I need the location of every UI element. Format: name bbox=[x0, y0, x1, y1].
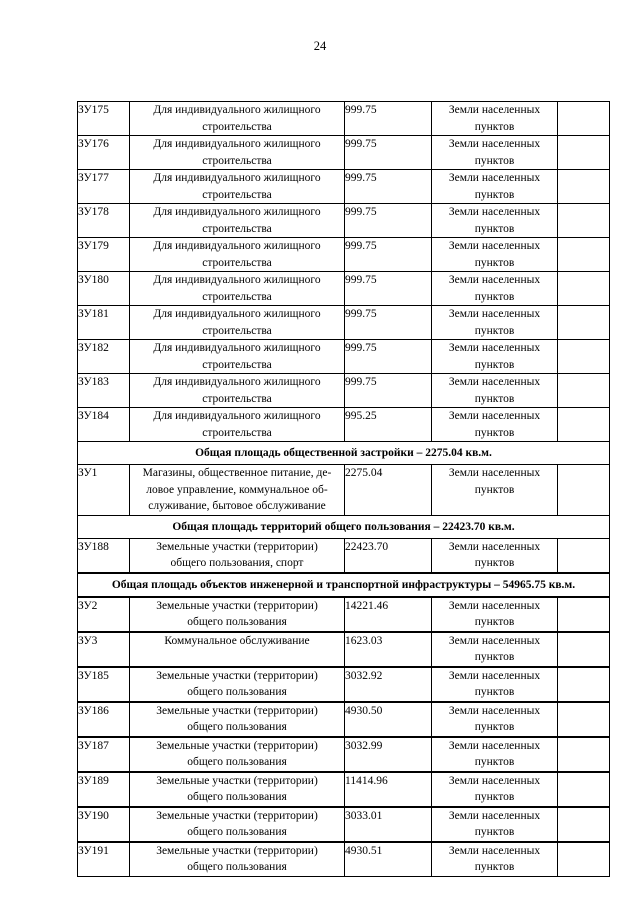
land-category-line: Земли населенных bbox=[448, 274, 541, 286]
land-category-line: Земли населенных bbox=[448, 540, 541, 553]
permitted-use-line: Для индивидуального жилищного bbox=[153, 376, 321, 388]
permitted-use-cell bbox=[130, 465, 345, 516]
permitted-use-cell bbox=[130, 667, 345, 702]
permitted-use-cell bbox=[130, 538, 345, 573]
permitted-use-line: ловое управление, коммунальное об- bbox=[146, 483, 328, 496]
permitted-use-cell bbox=[130, 306, 345, 340]
land-category-line: пунктов bbox=[474, 120, 515, 133]
land-category-cell bbox=[432, 597, 558, 632]
empty-cell bbox=[558, 136, 610, 170]
land-category-line: пунктов bbox=[474, 686, 515, 698]
empty-cell bbox=[558, 306, 610, 340]
section-total-row bbox=[78, 573, 610, 597]
permitted-use-cell bbox=[130, 238, 345, 272]
table-body bbox=[78, 102, 610, 877]
land-category-line: Земли населенных bbox=[448, 704, 541, 717]
land-category-cell bbox=[432, 772, 558, 807]
area-cell: 999.75 bbox=[345, 238, 432, 272]
area-cell: 995.25 bbox=[345, 408, 432, 442]
table-row bbox=[78, 374, 610, 408]
land-category-line: пунктов bbox=[474, 222, 515, 235]
empty-cell bbox=[558, 102, 610, 136]
area-cell: 999.75 bbox=[345, 340, 432, 374]
land-category-line: Земли населенных bbox=[448, 774, 541, 787]
empty-cell bbox=[558, 772, 610, 807]
plot-id-cell: ЗУ186 bbox=[78, 702, 130, 737]
land-category-line: пунктов bbox=[474, 188, 515, 201]
permitted-use-line: общего пользования bbox=[187, 616, 287, 628]
table-row bbox=[78, 597, 610, 632]
table-row bbox=[78, 842, 610, 877]
permitted-use-line: Для индивидуального жилищного bbox=[153, 308, 321, 320]
land-category-line: Земли населенных bbox=[448, 599, 541, 612]
permitted-use-cell bbox=[130, 136, 345, 170]
permitted-use-cell bbox=[130, 737, 345, 772]
permitted-use-line: Коммунальное обслуживание bbox=[164, 634, 310, 647]
permitted-use-line: Земельные участки (территории) bbox=[156, 739, 318, 752]
area-cell: 4930.51 bbox=[345, 842, 432, 877]
plot-id-cell: ЗУ176 bbox=[78, 136, 130, 170]
permitted-use-line: Земельные участки (территории) bbox=[156, 704, 318, 717]
land-category-cell bbox=[432, 374, 558, 408]
permitted-use-line: Для индивидуального жилищного bbox=[153, 206, 321, 218]
land-category-line: пунктов bbox=[474, 826, 515, 838]
area-cell: 14221.46 bbox=[345, 597, 432, 632]
land-category-line: пунктов bbox=[474, 426, 515, 439]
area-cell: 999.75 bbox=[345, 102, 432, 136]
empty-cell bbox=[558, 807, 610, 842]
empty-cell bbox=[558, 408, 610, 442]
permitted-use-line: общего пользования bbox=[187, 721, 287, 733]
land-category-cell bbox=[432, 170, 558, 204]
land-category-cell bbox=[432, 632, 558, 667]
permitted-use-cell bbox=[130, 272, 345, 306]
area-cell: 2275.04 bbox=[345, 465, 432, 516]
plot-id-cell: ЗУ178 bbox=[78, 204, 130, 238]
table-row bbox=[78, 807, 610, 842]
plot-id-cell: ЗУ191 bbox=[78, 842, 130, 877]
permitted-use-line: Земельные участки (территории) bbox=[156, 540, 318, 553]
area-cell: 999.75 bbox=[345, 272, 432, 306]
land-category-cell bbox=[432, 204, 558, 238]
permitted-use-cell bbox=[130, 374, 345, 408]
permitted-use-line: общего пользования bbox=[187, 686, 287, 698]
land-category-line: пунктов bbox=[474, 256, 515, 269]
permitted-use-cell bbox=[130, 597, 345, 632]
land-category-line: Земли населенных bbox=[448, 206, 541, 218]
area-cell: 999.75 bbox=[345, 136, 432, 170]
land-category-line: пунктов bbox=[474, 392, 515, 405]
permitted-use-line: Для индивидуального жилищного bbox=[153, 274, 321, 286]
area-cell: 11414.96 bbox=[345, 772, 432, 807]
empty-cell bbox=[558, 272, 610, 306]
land-category-line: пунктов bbox=[474, 791, 515, 803]
permitted-use-line: общего пользования bbox=[187, 756, 287, 768]
table-row bbox=[78, 136, 610, 170]
area-cell: 3033.01 bbox=[345, 807, 432, 842]
permitted-use-line: строительства bbox=[202, 426, 272, 439]
plot-id-cell: ЗУ181 bbox=[78, 306, 130, 340]
land-category-line: пунктов bbox=[474, 324, 515, 337]
table-row bbox=[78, 538, 610, 573]
land-category-line: пунктов bbox=[474, 756, 515, 768]
empty-cell bbox=[558, 238, 610, 272]
permitted-use-line: Земельные участки (территории) bbox=[156, 599, 318, 612]
permitted-use-line: строительства bbox=[202, 358, 272, 371]
permitted-use-line: общего пользования bbox=[187, 791, 287, 803]
permitted-use-line: Для индивидуального жилищного bbox=[153, 138, 321, 150]
permitted-use-cell bbox=[130, 102, 345, 136]
table-row bbox=[78, 272, 610, 306]
permitted-use-line: строительства bbox=[202, 256, 272, 269]
land-plots-table bbox=[77, 101, 610, 877]
land-category-cell bbox=[432, 306, 558, 340]
land-category-line: Земли населенных bbox=[448, 739, 541, 752]
permitted-use-line: Для индивидуального жилищного bbox=[153, 172, 321, 184]
land-category-cell bbox=[432, 238, 558, 272]
land-category-line: Земли населенных bbox=[448, 342, 541, 354]
section-total-text: Общая площадь территорий общего пользования – 22423.70 кв.м. bbox=[78, 515, 610, 538]
land-category-cell bbox=[432, 102, 558, 136]
plot-id-cell: ЗУ1 bbox=[78, 465, 130, 516]
permitted-use-line: строительства bbox=[202, 324, 272, 337]
area-cell: 999.75 bbox=[345, 204, 432, 238]
land-category-line: Земли населенных bbox=[448, 634, 541, 647]
plot-id-cell: ЗУ177 bbox=[78, 170, 130, 204]
permitted-use-cell bbox=[130, 340, 345, 374]
land-category-line: Земли населенных bbox=[448, 809, 541, 822]
plot-id-cell: ЗУ180 bbox=[78, 272, 130, 306]
permitted-use-line: служивание, бытовое обслуживание bbox=[148, 500, 326, 512]
land-category-line: Земли населенных bbox=[448, 410, 541, 422]
empty-cell bbox=[558, 737, 610, 772]
table-row bbox=[78, 408, 610, 442]
permitted-use-line: общего пользования bbox=[187, 861, 287, 873]
table-row bbox=[78, 340, 610, 374]
plot-id-cell: ЗУ2 bbox=[78, 597, 130, 632]
land-category-cell bbox=[432, 272, 558, 306]
permitted-use-line: Для индивидуального жилищного bbox=[153, 342, 321, 354]
land-category-line: пунктов bbox=[474, 861, 515, 873]
table-row bbox=[78, 772, 610, 807]
land-category-cell bbox=[432, 538, 558, 573]
area-cell: 4930.50 bbox=[345, 702, 432, 737]
table-row bbox=[78, 306, 610, 340]
empty-cell bbox=[558, 842, 610, 877]
plot-id-cell: ЗУ187 bbox=[78, 737, 130, 772]
table-row bbox=[78, 702, 610, 737]
section-total-row bbox=[78, 515, 610, 538]
plot-id-cell: ЗУ3 bbox=[78, 632, 130, 667]
permitted-use-cell bbox=[130, 842, 345, 877]
plot-id-cell: ЗУ182 bbox=[78, 340, 130, 374]
table-row bbox=[78, 667, 610, 702]
permitted-use-line: строительства bbox=[202, 120, 272, 133]
permitted-use-line: строительства bbox=[202, 188, 272, 201]
plot-id-cell: ЗУ188 bbox=[78, 538, 130, 573]
permitted-use-line: строительства bbox=[202, 392, 272, 405]
area-cell: 1623.03 bbox=[345, 632, 432, 667]
area-cell: 999.75 bbox=[345, 374, 432, 408]
land-category-line: пунктов bbox=[474, 358, 515, 371]
table-row bbox=[78, 170, 610, 204]
empty-cell bbox=[558, 667, 610, 702]
land-category-line: Земли населенных bbox=[448, 376, 541, 388]
permitted-use-line: Магазины, общественное питание, де- bbox=[142, 467, 332, 479]
empty-cell bbox=[558, 374, 610, 408]
table-row bbox=[78, 465, 610, 516]
empty-cell bbox=[558, 170, 610, 204]
permitted-use-line: строительства bbox=[202, 154, 272, 167]
land-category-cell bbox=[432, 408, 558, 442]
land-category-line: пунктов bbox=[474, 557, 515, 569]
empty-cell bbox=[558, 204, 610, 238]
section-total-text: Общая площадь общественной застройки – 2275.04 кв.м. bbox=[78, 442, 610, 465]
permitted-use-cell bbox=[130, 772, 345, 807]
empty-cell bbox=[558, 538, 610, 573]
land-category-line: пунктов bbox=[474, 721, 515, 733]
permitted-use-line: Земельные участки (территории) bbox=[156, 669, 318, 682]
land-category-line: Земли населенных bbox=[448, 669, 541, 682]
area-cell: 22423.70 bbox=[345, 538, 432, 573]
page-number: 24 bbox=[313, 39, 327, 53]
table-row bbox=[78, 632, 610, 667]
table-row bbox=[78, 238, 610, 272]
land-category-line: Земли населенных bbox=[448, 172, 541, 184]
permitted-use-line: Для индивидуального жилищного bbox=[153, 104, 321, 116]
permitted-use-line: Для индивидуального жилищного bbox=[153, 410, 321, 422]
land-category-line: пунктов bbox=[474, 616, 515, 628]
plot-id-cell: ЗУ189 bbox=[78, 772, 130, 807]
land-category-line: пунктов bbox=[474, 483, 515, 496]
permitted-use-cell bbox=[130, 702, 345, 737]
land-category-line: Земли населенных bbox=[448, 138, 541, 150]
land-category-line: пунктов bbox=[474, 154, 515, 167]
land-category-line: Земли населенных bbox=[448, 240, 541, 252]
plot-id-cell: ЗУ183 bbox=[78, 374, 130, 408]
permitted-use-cell bbox=[130, 807, 345, 842]
area-cell: 999.75 bbox=[345, 306, 432, 340]
empty-cell bbox=[558, 632, 610, 667]
land-category-line: пунктов bbox=[474, 651, 515, 663]
land-category-cell bbox=[432, 340, 558, 374]
empty-cell bbox=[558, 702, 610, 737]
permitted-use-cell bbox=[130, 170, 345, 204]
plot-id-cell: ЗУ175 bbox=[78, 102, 130, 136]
land-category-cell bbox=[432, 842, 558, 877]
area-cell: 999.75 bbox=[345, 170, 432, 204]
permitted-use-line: Для индивидуального жилищного bbox=[153, 240, 321, 252]
permitted-use-line: строительства bbox=[202, 222, 272, 235]
table-row bbox=[78, 737, 610, 772]
area-cell: 3032.99 bbox=[345, 737, 432, 772]
permitted-use-line: Земельные участки (территории) bbox=[156, 844, 318, 857]
plot-id-cell: ЗУ179 bbox=[78, 238, 130, 272]
plot-id-cell: ЗУ184 bbox=[78, 408, 130, 442]
empty-cell bbox=[558, 465, 610, 516]
section-total-text: Общая площадь объектов инженерной и транспортной инфраструктуры – 54965.75 кв.м. bbox=[78, 573, 610, 597]
section-total-row bbox=[78, 442, 610, 465]
permitted-use-line: строительства bbox=[202, 290, 272, 303]
permitted-use-cell bbox=[130, 632, 345, 667]
permitted-use-line: общего пользования bbox=[187, 826, 287, 838]
plot-id-cell: ЗУ190 bbox=[78, 807, 130, 842]
area-cell: 3032.92 bbox=[345, 667, 432, 702]
land-category-cell bbox=[432, 807, 558, 842]
permitted-use-cell bbox=[130, 408, 345, 442]
empty-cell bbox=[558, 597, 610, 632]
table-row bbox=[78, 102, 610, 136]
land-category-line: Земли населенных bbox=[448, 844, 541, 857]
table-row bbox=[78, 204, 610, 238]
land-category-line: Земли населенных bbox=[448, 467, 541, 479]
permitted-use-line: Земельные участки (территории) bbox=[156, 774, 318, 787]
land-category-cell bbox=[432, 737, 558, 772]
land-category-cell bbox=[432, 702, 558, 737]
land-category-line: пунктов bbox=[474, 290, 515, 303]
permitted-use-line: Земельные участки (территории) bbox=[156, 809, 318, 822]
land-category-cell bbox=[432, 667, 558, 702]
land-category-line: Земли населенных bbox=[448, 104, 541, 116]
permitted-use-line: общего пользования, спорт bbox=[170, 557, 304, 569]
land-category-cell bbox=[432, 136, 558, 170]
empty-cell bbox=[558, 340, 610, 374]
permitted-use-cell bbox=[130, 204, 345, 238]
land-category-cell bbox=[432, 465, 558, 516]
land-category-line: Земли населенных bbox=[448, 308, 541, 320]
plot-id-cell: ЗУ185 bbox=[78, 667, 130, 702]
